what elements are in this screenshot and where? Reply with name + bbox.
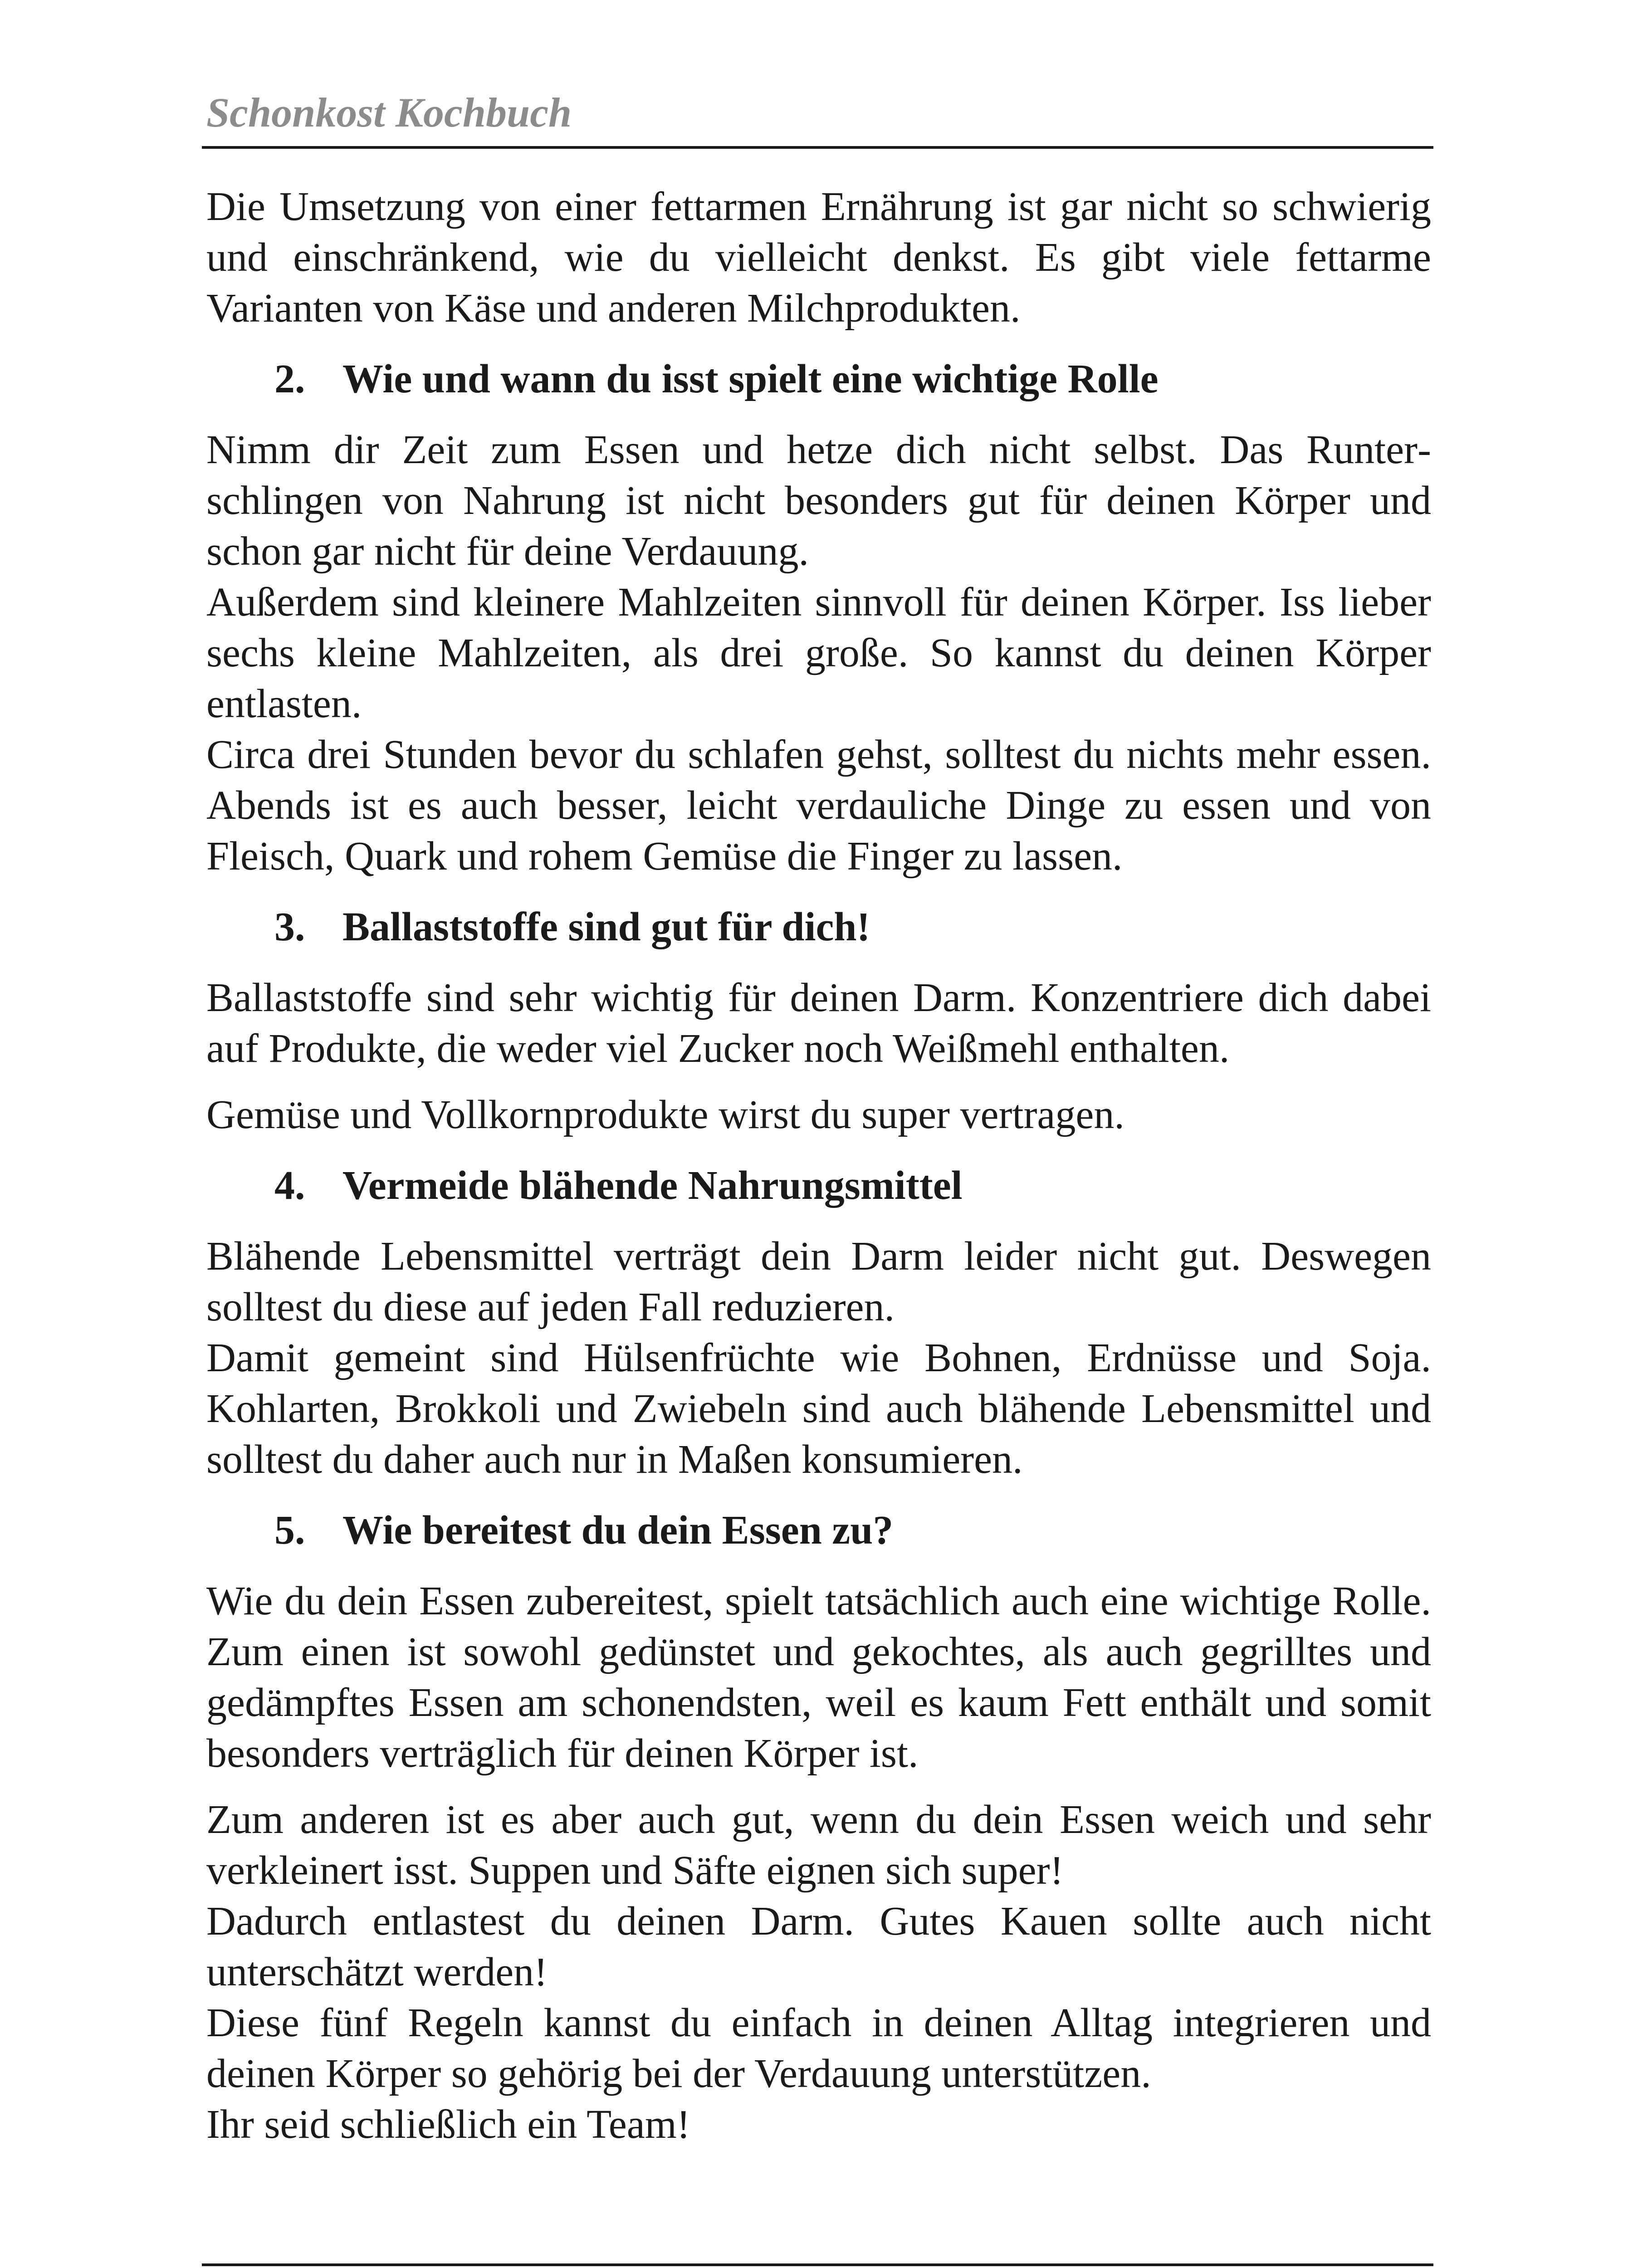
paragraph: Circa drei Stunden bevor du schlafen gehst, solltest du nichts mehr essen. Abends ist es auch besser, leicht verdauliche Dinge zu essen und von Fleisch, Quark und rohem Gemüse die Finger zu lassen. [206, 732, 1431, 879]
section-heading-3 [206, 902, 1431, 953]
section-number: 2. [274, 357, 305, 401]
paragraph: Außerdem sind kleinere Mahlzeiten sinnvoll für deinen Körper. Iss lieber sechs kleine Mahlzeiten, als drei große. So kannst du deinen Körper entlasten. [206, 580, 1431, 726]
section-title: Ballaststoffe sind gut für dich! [342, 904, 870, 949]
paragraph: Nimm dir Zeit zum Essen und hetze dich nicht selbst. Das Runterschlingen von Nahrung ist nicht besonders gut für deinen Körper und schon gar nicht für deine Verdauung. [206, 427, 1431, 574]
intro-paragraph: Die Umsetzung von einer fettarmen Ernährung ist gar nicht so schwierig und einschränkend, wie du vielleicht denkst. Es gibt viele fettarme Varianten von Käse und anderen Milchprodukten. [206, 184, 1431, 331]
header-divider [202, 146, 1433, 149]
paragraph: Blähende Lebensmittel verträgt dein Darm leider nicht gut. Deswegen solltest du diese auf jeden Fall reduzieren. [206, 1234, 1431, 1330]
section-title: Wie und wann du isst spielt eine wichtige Rolle [342, 357, 1159, 401]
footer-divider [202, 2263, 1433, 2266]
running-header-title: Schonkost Kochbuch [206, 89, 572, 136]
paragraph: Dadurch entlastest du deinen Darm. Gutes Kauen sollte auch nicht unterschätzt werden! [206, 1899, 1431, 1994]
paragraph: Gemüse und Vollkornprodukte wirst du super vertragen. [206, 1092, 1125, 1137]
paragraph: Damit gemeint sind Hülsenfrüchte wie Bohnen, Erdnüsse und Soja. Kohlarten, Brokkoli und Zwiebeln sind auch blähende Lebensmittel und solltest du daher auch nur in Maßen konsumieren. [206, 1335, 1431, 1482]
paragraph: Wie du dein Essen zubereitest, spielt tatsächlich auch eine wichtige Rolle. Zum einen ist sowohl gedünstet und gekochtes, als auch gegrilltes und gedämpftes Essen am schonendsten, weil es kaum Fett enthält und somit besonders verträglich für deinen Körper ist. [206, 1579, 1431, 1776]
section-heading-4 [206, 1160, 1431, 1211]
section-number: 5. [274, 1508, 305, 1553]
paragraph: Diese fünf Regeln kannst du einfach in deinen Alltag integrieren und deinen Körper so gehörig bei der Verdauung unterstützen. [206, 2000, 1431, 2096]
section-title: Vermeide blähende Nahrungsmittel [342, 1163, 963, 1208]
paragraph: Ihr seid schließlich ein Team! [206, 2102, 690, 2147]
page-body [206, 181, 1431, 2150]
section-heading-2 [206, 354, 1431, 405]
section-title: Wie bereitest du dein Essen zu? [342, 1508, 894, 1553]
paragraph: Zum anderen ist es aber auch gut, wenn du dein Essen weich und sehr verkleinert isst. Suppen und Säfte eignen sich super! [206, 1797, 1431, 1893]
section-number: 3. [274, 904, 305, 949]
section-heading-5 [206, 1505, 1431, 1556]
section-number: 4. [274, 1163, 305, 1208]
paragraph: Ballaststoffe sind sehr wichtig für deinen Darm. Konzentriere dich dabei auf Produkte, die weder viel Zucker noch Weißmehl enthalten. [206, 975, 1431, 1071]
